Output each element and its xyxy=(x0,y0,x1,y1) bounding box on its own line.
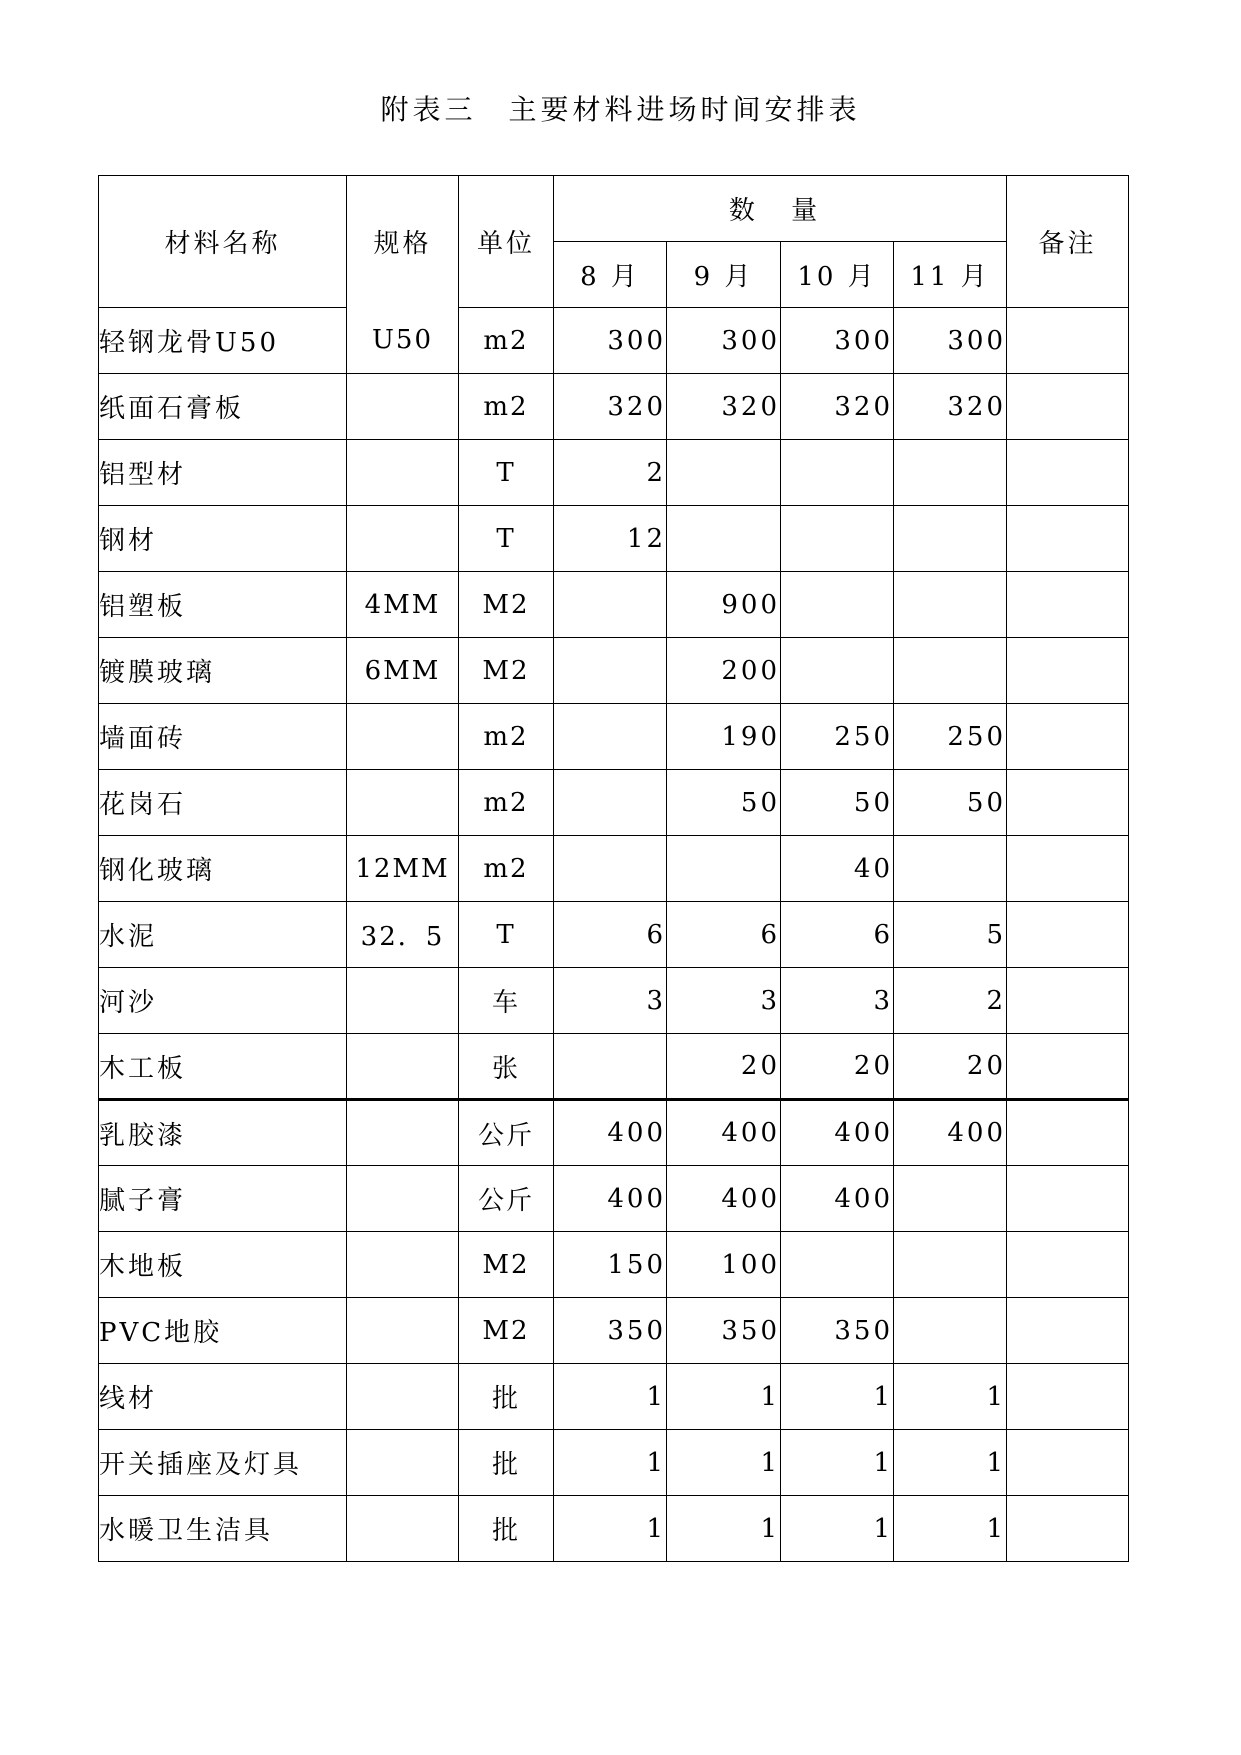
quantity-cell: 320 xyxy=(894,374,1007,440)
spec-cell xyxy=(347,1430,459,1496)
material-name-cell: 乳胶漆 xyxy=(99,1100,347,1166)
quantity-cell: 1 xyxy=(781,1430,894,1496)
spec-cell xyxy=(347,1496,459,1562)
quantity-cell: 50 xyxy=(667,770,781,836)
note-cell xyxy=(1007,1298,1129,1364)
table-row xyxy=(99,638,1129,704)
quantity-cell: 400 xyxy=(554,1166,667,1232)
quantity-cell: 1 xyxy=(667,1496,781,1562)
quantity-cell: 20 xyxy=(894,1034,1007,1100)
table-row xyxy=(99,506,1129,572)
spec-cell xyxy=(347,770,459,836)
quantity-cell: 3 xyxy=(554,968,667,1034)
note-cell xyxy=(1007,1166,1129,1232)
quantity-cell xyxy=(894,638,1007,704)
material-name-cell: 木工板 xyxy=(99,1034,347,1100)
spec-cell: 6MM xyxy=(347,638,459,704)
quantity-cell: 320 xyxy=(554,374,667,440)
material-name-cell: 线材 xyxy=(99,1364,347,1430)
table-row xyxy=(99,1166,1129,1232)
unit-cell: m2 xyxy=(459,704,554,770)
note-cell xyxy=(1007,308,1129,374)
header-month-oct: 10 月 xyxy=(781,242,894,308)
unit-cell: 车 xyxy=(459,968,554,1034)
unit-cell: 张 xyxy=(459,1034,554,1100)
header-row xyxy=(99,176,1129,242)
spec-cell xyxy=(347,1034,459,1100)
quantity-cell: 400 xyxy=(781,1166,894,1232)
unit-cell: 批 xyxy=(459,1430,554,1496)
material-name-cell: 开关插座及灯具 xyxy=(99,1430,347,1496)
unit-cell: 公斤 xyxy=(459,1166,554,1232)
quantity-cell: 900 xyxy=(667,572,781,638)
note-cell xyxy=(1007,968,1129,1034)
unit-cell: 公斤 xyxy=(459,1100,554,1166)
quantity-cell: 150 xyxy=(554,1232,667,1298)
quantity-cell: 6 xyxy=(667,902,781,968)
quantity-cell xyxy=(894,572,1007,638)
table-row xyxy=(99,968,1129,1034)
unit-cell: T xyxy=(459,506,554,572)
spec-cell xyxy=(347,374,459,440)
quantity-cell: 300 xyxy=(781,308,894,374)
material-name-cell: 腻子膏 xyxy=(99,1166,347,1232)
quantity-cell: 100 xyxy=(667,1232,781,1298)
quantity-cell: 200 xyxy=(667,638,781,704)
spec-cell: 32．5 xyxy=(347,902,459,968)
unit-cell: m2 xyxy=(459,374,554,440)
header-spec: 规格 xyxy=(347,176,459,308)
material-name-cell: 轻钢龙骨U50 xyxy=(99,308,347,374)
quantity-cell: 300 xyxy=(894,308,1007,374)
header-quantity: 数 量 xyxy=(554,176,1007,242)
note-cell xyxy=(1007,440,1129,506)
note-cell xyxy=(1007,1364,1129,1430)
table-row xyxy=(99,572,1129,638)
quantity-cell: 1 xyxy=(894,1430,1007,1496)
note-cell xyxy=(1007,1100,1129,1166)
quantity-cell: 1 xyxy=(894,1496,1007,1562)
quantity-cell: 190 xyxy=(667,704,781,770)
quantity-cell: 20 xyxy=(667,1034,781,1100)
quantity-cell xyxy=(781,638,894,704)
table-row xyxy=(99,770,1129,836)
quantity-cell: 12 xyxy=(554,506,667,572)
material-name-cell: 水泥 xyxy=(99,902,347,968)
spec-cell xyxy=(347,968,459,1034)
quantity-cell: 1 xyxy=(554,1430,667,1496)
quantity-cell xyxy=(667,836,781,902)
quantity-cell: 350 xyxy=(554,1298,667,1364)
header-note: 备注 xyxy=(1007,176,1129,308)
quantity-cell: 320 xyxy=(781,374,894,440)
quantity-cell: 50 xyxy=(894,770,1007,836)
note-cell xyxy=(1007,770,1129,836)
note-cell xyxy=(1007,704,1129,770)
header-unit: 单位 xyxy=(459,176,554,308)
unit-cell: 批 xyxy=(459,1364,554,1430)
quantity-cell xyxy=(554,836,667,902)
quantity-cell: 300 xyxy=(667,308,781,374)
material-name-cell: 钢化玻璃 xyxy=(99,836,347,902)
material-name-cell: 钢材 xyxy=(99,506,347,572)
quantity-cell xyxy=(781,440,894,506)
spec-cell xyxy=(347,506,459,572)
material-name-cell: 铝塑板 xyxy=(99,572,347,638)
table-row xyxy=(99,704,1129,770)
table-row xyxy=(99,1232,1129,1298)
quantity-cell: 320 xyxy=(667,374,781,440)
quantity-cell: 1 xyxy=(667,1430,781,1496)
table-body xyxy=(99,308,1129,1562)
material-name-cell: 河沙 xyxy=(99,968,347,1034)
quantity-cell xyxy=(894,1232,1007,1298)
spec-cell: U50 xyxy=(347,308,459,374)
unit-cell: M2 xyxy=(459,1232,554,1298)
header-month-sep: 9 月 xyxy=(667,242,781,308)
material-name-cell: 铝型材 xyxy=(99,440,347,506)
quantity-cell xyxy=(667,506,781,572)
spec-cell xyxy=(347,1166,459,1232)
materials-schedule-table xyxy=(98,175,1129,1562)
quantity-cell: 250 xyxy=(894,704,1007,770)
quantity-cell xyxy=(554,1034,667,1100)
unit-cell: m2 xyxy=(459,308,554,374)
note-cell xyxy=(1007,1430,1129,1496)
quantity-cell: 2 xyxy=(554,440,667,506)
quantity-cell: 6 xyxy=(554,902,667,968)
table-row xyxy=(99,836,1129,902)
note-cell xyxy=(1007,902,1129,968)
table-row xyxy=(99,440,1129,506)
unit-cell: m2 xyxy=(459,770,554,836)
note-cell xyxy=(1007,572,1129,638)
quantity-cell xyxy=(667,440,781,506)
unit-cell: T xyxy=(459,902,554,968)
unit-cell: m2 xyxy=(459,836,554,902)
table-header xyxy=(99,176,1129,308)
spec-cell: 12MM xyxy=(347,836,459,902)
quantity-cell: 50 xyxy=(781,770,894,836)
quantity-cell: 1 xyxy=(554,1496,667,1562)
quantity-cell xyxy=(894,836,1007,902)
quantity-cell xyxy=(554,638,667,704)
quantity-cell: 5 xyxy=(894,902,1007,968)
material-name-cell: PVC地胶 xyxy=(99,1298,347,1364)
material-name-cell: 镀膜玻璃 xyxy=(99,638,347,704)
note-cell xyxy=(1007,1034,1129,1100)
quantity-cell: 1 xyxy=(554,1364,667,1430)
quantity-cell xyxy=(894,506,1007,572)
quantity-cell: 6 xyxy=(781,902,894,968)
spec-cell xyxy=(347,1100,459,1166)
quantity-cell xyxy=(781,1232,894,1298)
quantity-cell: 400 xyxy=(667,1100,781,1166)
quantity-cell: 350 xyxy=(781,1298,894,1364)
quantity-cell xyxy=(554,704,667,770)
material-name-cell: 木地板 xyxy=(99,1232,347,1298)
quantity-cell: 3 xyxy=(781,968,894,1034)
table-row xyxy=(99,374,1129,440)
unit-cell: M2 xyxy=(459,572,554,638)
quantity-cell: 250 xyxy=(781,704,894,770)
quantity-cell xyxy=(894,1298,1007,1364)
quantity-cell: 300 xyxy=(554,308,667,374)
quantity-cell: 2 xyxy=(894,968,1007,1034)
note-cell xyxy=(1007,1232,1129,1298)
quantity-cell: 400 xyxy=(781,1100,894,1166)
table-row xyxy=(99,902,1129,968)
quantity-cell: 1 xyxy=(894,1364,1007,1430)
table-row xyxy=(99,1034,1129,1100)
quantity-cell: 400 xyxy=(894,1100,1007,1166)
header-material-name: 材料名称 xyxy=(99,176,347,308)
quantity-cell: 1 xyxy=(781,1496,894,1562)
spec-cell: 4MM xyxy=(347,572,459,638)
note-cell xyxy=(1007,506,1129,572)
note-cell xyxy=(1007,374,1129,440)
table-row xyxy=(99,1430,1129,1496)
header-month-nov: 11 月 xyxy=(894,242,1007,308)
spec-cell xyxy=(347,704,459,770)
spec-cell xyxy=(347,1298,459,1364)
unit-cell: 批 xyxy=(459,1496,554,1562)
quantity-cell: 1 xyxy=(667,1364,781,1430)
quantity-cell xyxy=(554,770,667,836)
quantity-cell: 400 xyxy=(554,1100,667,1166)
quantity-cell: 40 xyxy=(781,836,894,902)
quantity-cell: 1 xyxy=(781,1364,894,1430)
material-name-cell: 纸面石膏板 xyxy=(99,374,347,440)
quantity-cell: 350 xyxy=(667,1298,781,1364)
page-title: 附表三 主要材料进场时间安排表 xyxy=(380,93,861,126)
note-cell xyxy=(1007,1496,1129,1562)
table-row xyxy=(99,1100,1129,1166)
note-cell xyxy=(1007,638,1129,704)
unit-cell: M2 xyxy=(459,638,554,704)
quantity-cell xyxy=(894,1166,1007,1232)
table-row xyxy=(99,1496,1129,1562)
quantity-cell xyxy=(781,572,894,638)
table-row xyxy=(99,1364,1129,1430)
unit-cell: M2 xyxy=(459,1298,554,1364)
material-name-cell: 水暖卫生洁具 xyxy=(99,1496,347,1562)
quantity-cell: 400 xyxy=(667,1166,781,1232)
unit-cell: T xyxy=(459,440,554,506)
quantity-cell: 3 xyxy=(667,968,781,1034)
quantity-cell: 20 xyxy=(781,1034,894,1100)
note-cell xyxy=(1007,836,1129,902)
material-name-cell: 花岗石 xyxy=(99,770,347,836)
quantity-cell xyxy=(554,572,667,638)
table-row xyxy=(99,1298,1129,1364)
spec-cell xyxy=(347,440,459,506)
spec-cell xyxy=(347,1364,459,1430)
quantity-cell xyxy=(894,440,1007,506)
spec-cell xyxy=(347,1232,459,1298)
quantity-cell xyxy=(781,506,894,572)
material-name-cell: 墙面砖 xyxy=(99,704,347,770)
table-row xyxy=(99,308,1129,374)
header-month-aug: 8 月 xyxy=(554,242,667,308)
